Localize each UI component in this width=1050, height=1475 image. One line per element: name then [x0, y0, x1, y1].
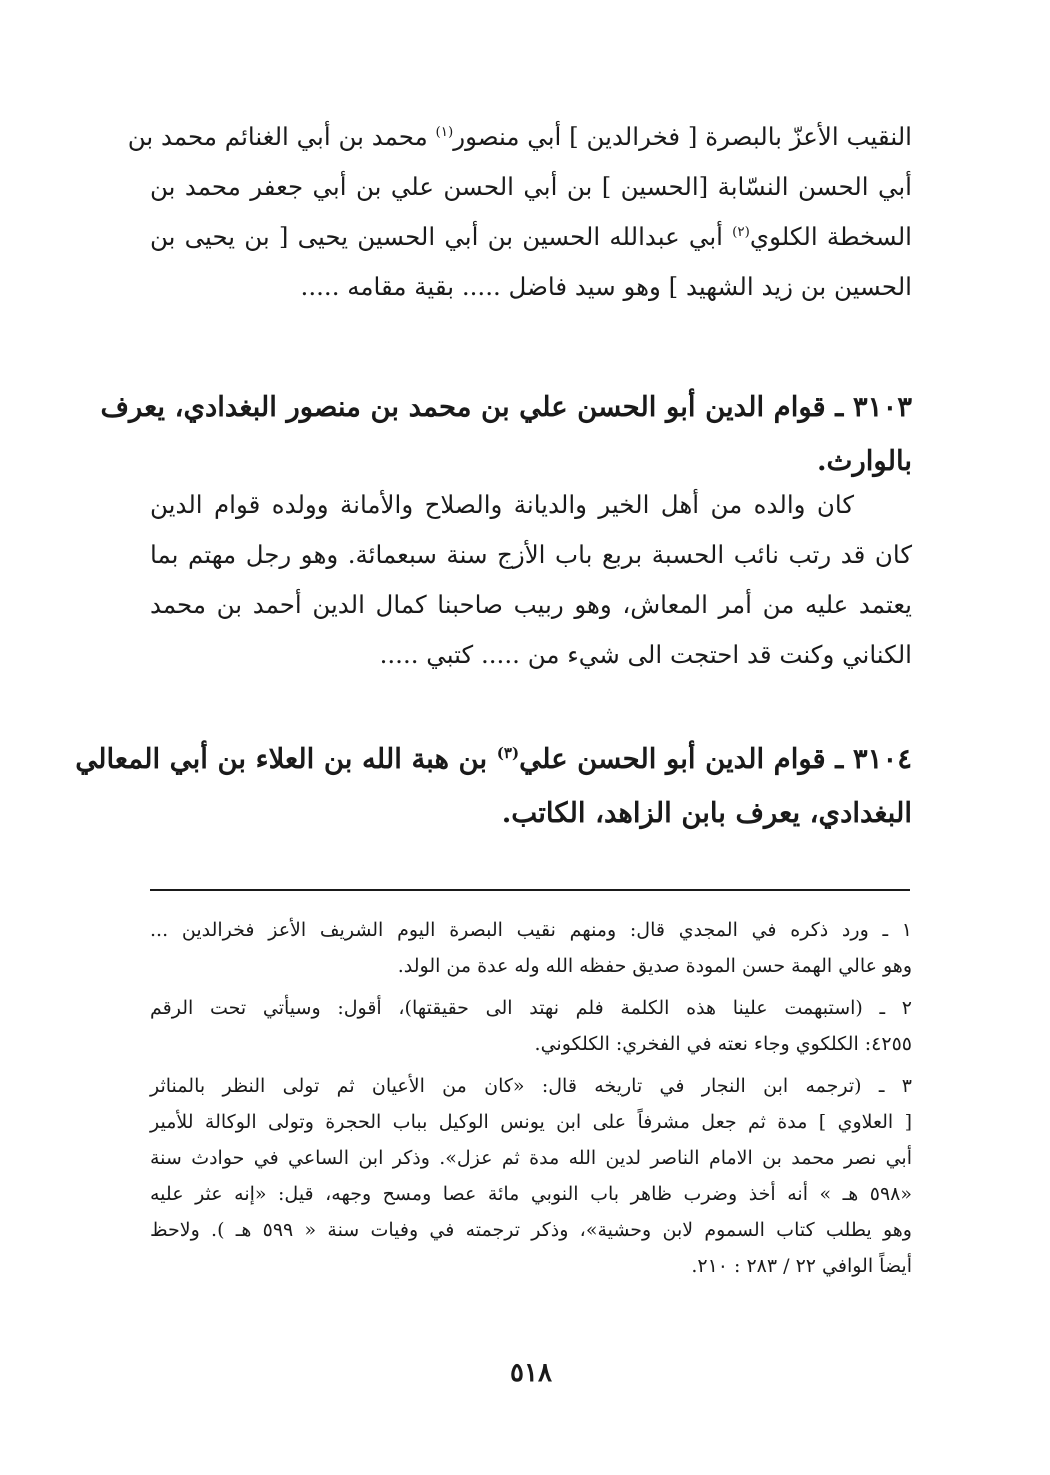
text-line: كان والده من أهل الخير والديانة والصلاح والأمانة وولده قوام الدين	[150, 490, 854, 519]
heading-line: ٣١٠٣ ـ قوام الدين أبو الحسن علي بن محمد بن منصور البغدادي، يعرف	[100, 391, 912, 423]
footnote-line: ٣ ـ (ترجمه ابن النجار في تاريخه قال: «كان من الأعيان ثم تولى النظر بالمناثر	[150, 1075, 912, 1097]
footnote-3	[150, 1068, 912, 1284]
book-page	[75, 112, 912, 1475]
text-line: الكناني وكنت قد احتجت الى شيء من ..... كتبي .....	[379, 640, 912, 669]
footnote-line: [ العلاوي ] مدة ثم جعل مشرفاً على ابن يونس الوكيل بباب الحجرة وتولى الوكالة للأمير	[150, 1111, 912, 1133]
page-number: ٥١٨	[510, 1358, 552, 1388]
footnote-2	[150, 990, 912, 1062]
entry-body-3103	[150, 480, 912, 680]
text-line: السخطة الكلوي$^{(٢)}$ أبي عبدالله الحسين بن أبي الحسين يحيى [ بن يحيى بن	[150, 222, 912, 251]
footnote-line: ٢ ـ (استبهمت علينا هذه الكلمة فلم نهتد الى حقيقتها)، أقول: وسيأتي تحت الرقم	[150, 997, 912, 1019]
footnote-ref[interactable]: (٣)	[496, 743, 520, 762]
footnote-line: وهو عالي الهمة حسن المودة صديق حفظه الله وله عدة من الولد.	[397, 955, 912, 977]
footnotes	[150, 912, 912, 1290]
text-line: أبي الحسن النسّابة [الحسين ] بن أبي الحسن علي بن أبي جعفر محمد بن	[150, 172, 912, 201]
previous-entry-continuation	[127, 112, 912, 312]
footnote-line: ١ ـ ورد ذكره في المجدي قال: ومنهم نقيب البصرة اليوم الشريف الأعز فخرالدين ...	[150, 919, 912, 941]
footnote-ref[interactable]: (٢)	[732, 223, 750, 240]
entry-heading-3104	[75, 732, 912, 840]
text-line: النقيب الأعزّ بالبصرة [ فخرالدين ] أبي منصور$^{(١)}$ محمد بن أبي الغنائم محمد بن	[127, 122, 912, 151]
text-line: الحسين بن زيد الشهيد ] وهو سيد فاضل ..... بقية مقامه .....	[300, 272, 912, 301]
heading-line: البغدادي، يعرف بابن الزاهد، الكاتب.	[501, 797, 912, 829]
entry-heading-3103	[100, 380, 912, 488]
footnote-ref[interactable]: (١)	[435, 123, 454, 140]
heading-line: بالوارث.	[816, 445, 912, 477]
footnote-1	[150, 912, 912, 984]
text-line: كان قد رتب نائب الحسبة بربع باب الأزج سنة سبعمائة. وهو رجل مهتم بما	[150, 540, 912, 569]
footnote-line: وهو يطلب كتاب السموم لابن وحشية»، وذكر ترجمته في وفيات سنة « ٥٩٩ هـ ). ولاحظ	[150, 1219, 912, 1241]
footnote-line: «٥٩٨ هـ » أنه أخذ وضرب ظاهر باب النوبي مائة عصا ومسح وجهه، قيل: «إنه عثر عليه	[150, 1183, 912, 1205]
footnote-separator	[150, 889, 910, 891]
text-line: يعتمد عليه من أمر المعاش، وهو ربيب صاحبنا كمال الدين أحمد بن محمد	[150, 590, 912, 619]
footnote-line: أيضاً الوافي ٢٢ / ٢٨٣ : ٢١٠.	[691, 1255, 912, 1277]
footnote-line: ٤٢٥٥: الكلكوي وجاء نعته في الفخري: الكلكوني.	[534, 1033, 912, 1055]
footnote-line: أبي نصر محمد بن الامام الناصر لدين الله مدة ثم عزل». وذكر ابن الساعي في حوادث سنة	[150, 1147, 912, 1169]
heading-line: ٣١٠٤ ـ قوام الدين أبو الحسن علي$^{(٣)}$ بن هبة الله بن العلاء بن أبي المعالي	[75, 743, 912, 775]
